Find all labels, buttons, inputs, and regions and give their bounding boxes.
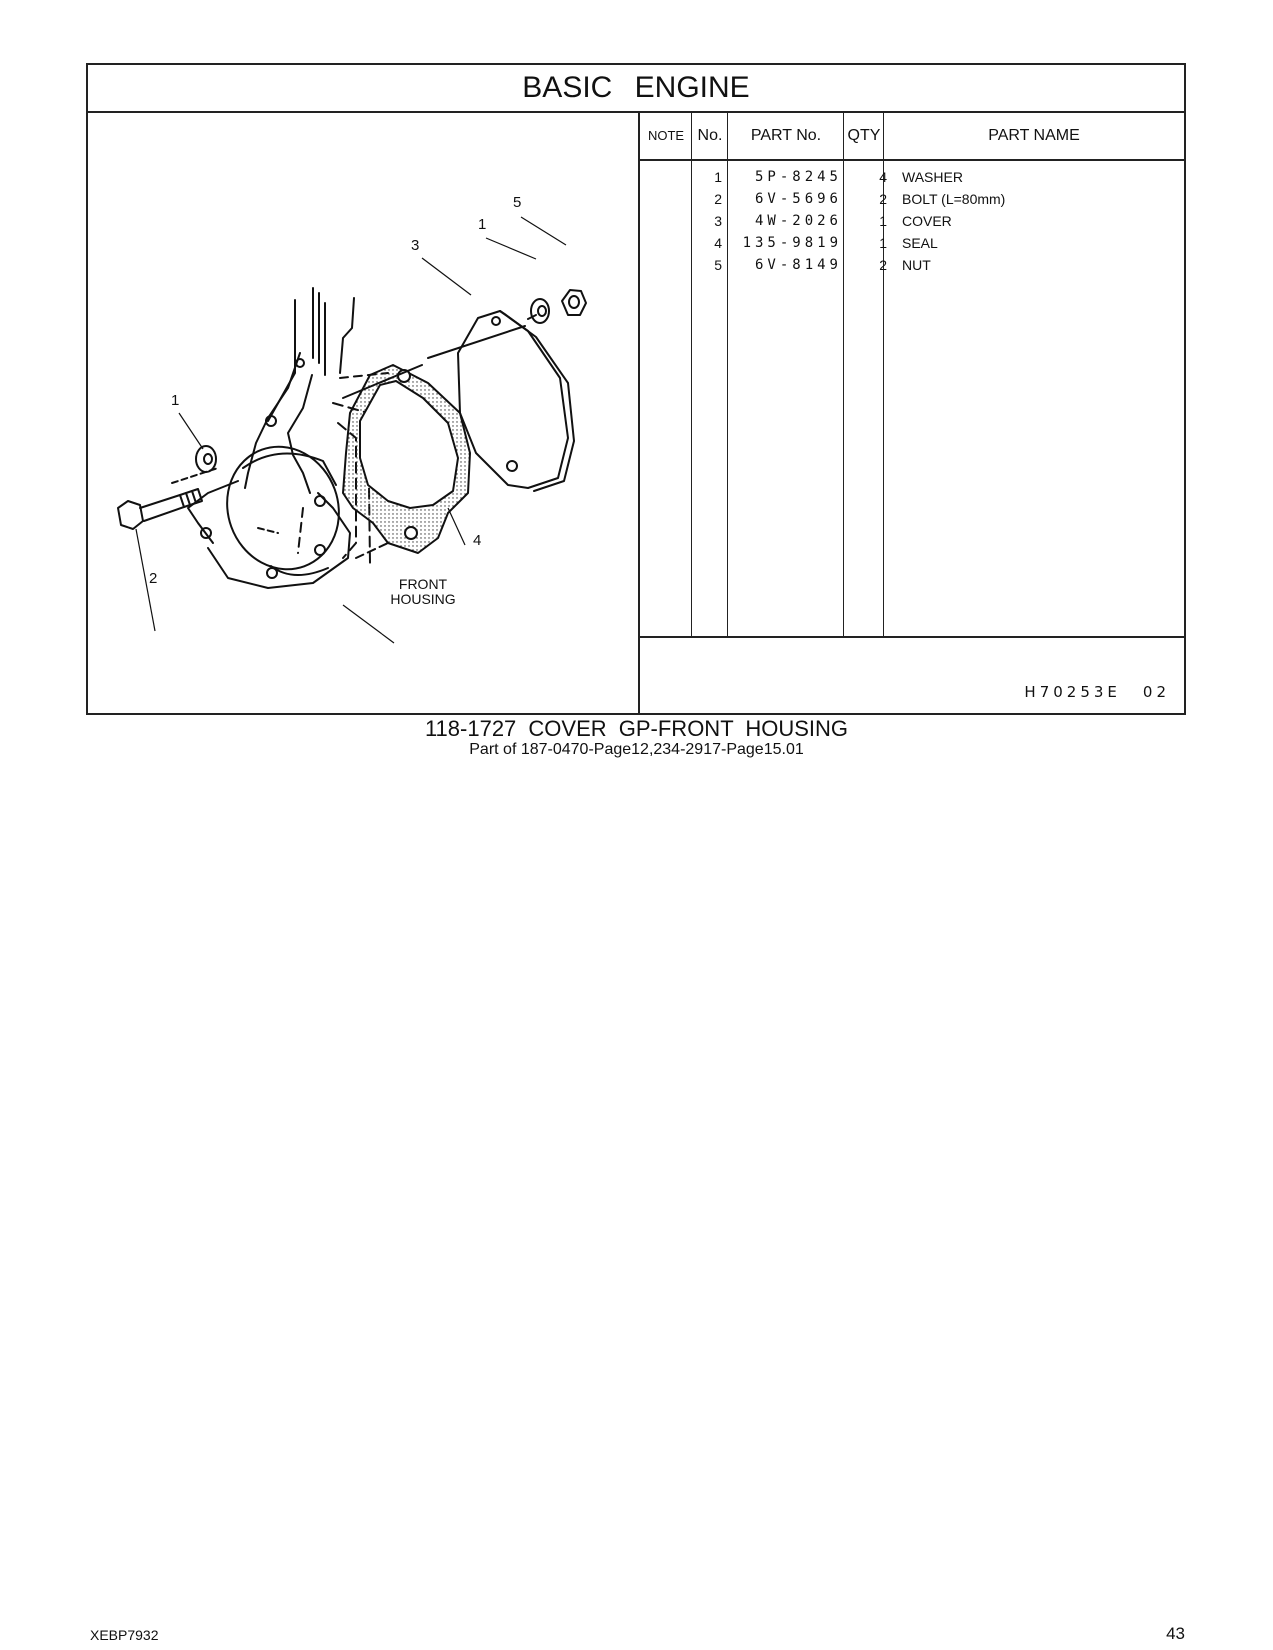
header-qty: QTY — [847, 127, 881, 144]
assembly-subtitle: Part of 187-0470-Page12,234-2917-Page15.01 — [469, 741, 804, 758]
row-qty: 1 — [879, 213, 887, 229]
row-no: 2 — [714, 191, 722, 207]
document-code-id: H70253E — [1024, 683, 1121, 701]
row-part-no: 6V-8149 — [754, 257, 842, 273]
header-no: No. — [697, 127, 723, 144]
row-part-no: 4W-2026 — [754, 213, 842, 229]
row-no: 3 — [714, 213, 722, 229]
parts-frame — [86, 63, 1186, 715]
row-part-no: 135-9819 — [742, 235, 842, 251]
callout-4: 4 — [473, 532, 482, 549]
row-qty: 1 — [879, 235, 887, 251]
table-row — [640, 166, 1184, 189]
callout-1-upper: 1 — [478, 216, 487, 233]
row-part-name: WASHER — [902, 169, 963, 185]
page-number: 43 — [1166, 1624, 1185, 1643]
callout-2: 2 — [149, 570, 158, 587]
parts-table — [640, 113, 1184, 713]
table-footer-divider — [640, 636, 1184, 638]
exploded-view-illustration — [88, 113, 640, 713]
row-no: 4 — [714, 235, 722, 251]
assembly-title: 118-1727 COVER GP-FRONT HOUSING — [424, 716, 849, 741]
publication-number: XEBP7932 — [90, 1627, 159, 1643]
table-row — [640, 232, 1184, 255]
callout-5: 5 — [513, 194, 522, 211]
section-title: BASIC ENGINE — [88, 65, 1184, 113]
row-part-name: BOLT (L=80mm) — [902, 191, 1006, 207]
callout-3: 3 — [411, 237, 420, 254]
table-row — [640, 254, 1184, 277]
document-version: 02 — [1142, 683, 1170, 701]
header-part-name: PART NAME — [988, 127, 1080, 144]
document-code — [1024, 683, 1170, 701]
row-part-name: NUT — [902, 257, 931, 273]
row-part-no: 5P-8245 — [754, 169, 842, 185]
table-row — [640, 188, 1184, 211]
front-housing-label-line2: HOUSING — [390, 591, 456, 607]
table-row — [640, 210, 1184, 233]
row-qty: 4 — [879, 169, 887, 185]
callout-1-lower: 1 — [171, 392, 180, 409]
row-no: 1 — [714, 169, 722, 185]
parts-table-header — [640, 113, 1184, 161]
row-part-name: SEAL — [902, 235, 938, 251]
header-part-no: PART No. — [750, 127, 822, 144]
front-housing-label-line1: FRONT — [398, 576, 448, 592]
row-no: 5 — [714, 257, 722, 273]
row-part-no: 6V-5696 — [754, 191, 842, 207]
row-qty: 2 — [879, 191, 887, 207]
row-part-name: COVER — [902, 213, 952, 229]
front-housing-label — [388, 577, 458, 607]
exploded-view-drawing — [88, 113, 640, 713]
header-note: NOTE — [647, 128, 685, 143]
row-qty: 2 — [879, 257, 887, 273]
